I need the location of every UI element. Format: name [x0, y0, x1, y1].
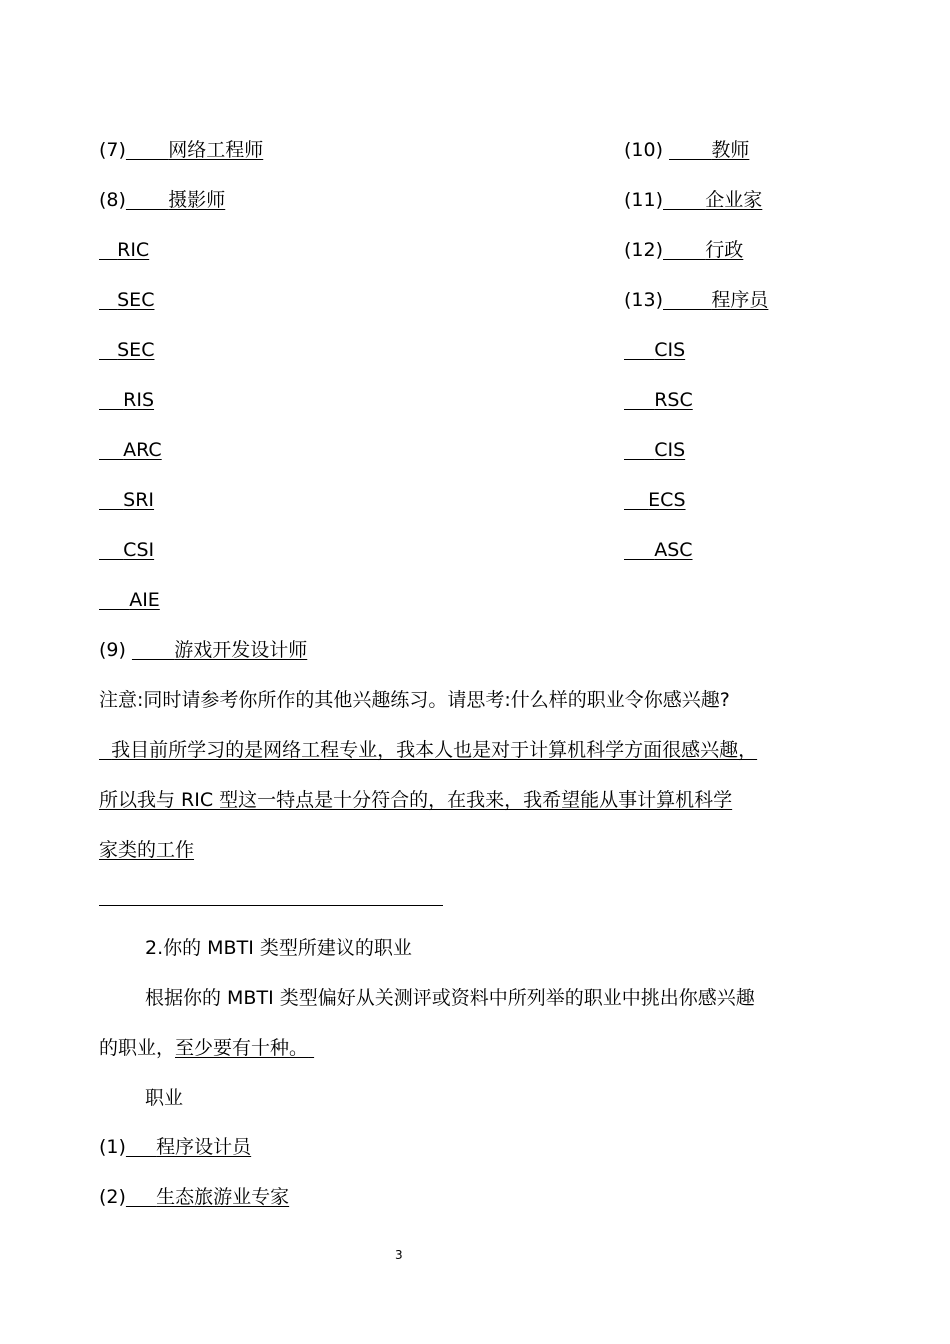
- blank-answer-line: [99, 905, 443, 906]
- answer-line-3: 家类的工作: [99, 839, 195, 861]
- item-11-title: 企业家: [705, 189, 763, 211]
- item-12: (12) 行政: [624, 239, 744, 261]
- item-9-title: 游戏开发设计师: [174, 639, 308, 661]
- answer-line-2: 所以我与 RIC 型这一特点是十分符合的，在我来，我希望能从事计算机科学: [99, 789, 733, 811]
- section-2-sub-heading: 职业: [145, 1087, 184, 1109]
- section-2-para-line-1: 根据你的 MBTI 类型偏好从关测评或资料中所列举的职业中挑出你感兴趣: [145, 987, 755, 1009]
- code-left-1: RIC: [117, 239, 150, 261]
- code-left-2: SEC: [117, 289, 155, 311]
- item-7: (7) 网络工程师: [99, 139, 264, 161]
- item-13: (13) 程序员: [624, 289, 769, 311]
- section-2-heading: 2.你的 MBTI 类型所建议的职业: [145, 937, 412, 959]
- page-number: 3: [395, 1248, 403, 1262]
- item-13-title: 程序员: [711, 289, 769, 311]
- answer-line-1: 我目前所学习的是网络工程专业，我本人也是对于计算机科学方面很感兴趣，: [111, 739, 758, 761]
- item-12-title: 行政: [705, 239, 744, 261]
- item-9: (9) 游戏开发设计师: [99, 639, 308, 661]
- code-left-4: RIS: [123, 389, 155, 411]
- item-8-title: 摄影师: [168, 189, 226, 211]
- code-left-6: SRI: [123, 489, 155, 511]
- note-text: 注意:同时请参考你所作的其他兴趣练习。请思考:什么样的职业令你感兴趣?: [99, 689, 730, 711]
- code-right-2: RSC: [654, 389, 693, 411]
- section-2-item-1: (1) 程序设计员: [99, 1136, 252, 1158]
- code-right-1: CIS: [654, 339, 686, 361]
- code-right-5: ASC: [654, 539, 693, 561]
- item-8: (8) 摄影师: [99, 189, 226, 211]
- code-left-7: CSI: [123, 539, 155, 561]
- code-right-3: CIS: [654, 439, 686, 461]
- code-left-3: SEC: [117, 339, 155, 361]
- section-2-para-line-2: 的职业，至少要有十种。: [99, 1037, 309, 1059]
- item-10: (10) 教师: [624, 139, 750, 161]
- item-10-title: 教师: [711, 139, 750, 161]
- code-right-4: ECS: [648, 489, 686, 511]
- item-7-title: 网络工程师: [168, 139, 264, 161]
- code-left-8: AIE: [129, 589, 160, 611]
- section-2-item-2: (2) 生态旅游业专家: [99, 1186, 290, 1208]
- item-11: (11) 企业家: [624, 189, 763, 211]
- code-left-5: ARC: [123, 439, 162, 461]
